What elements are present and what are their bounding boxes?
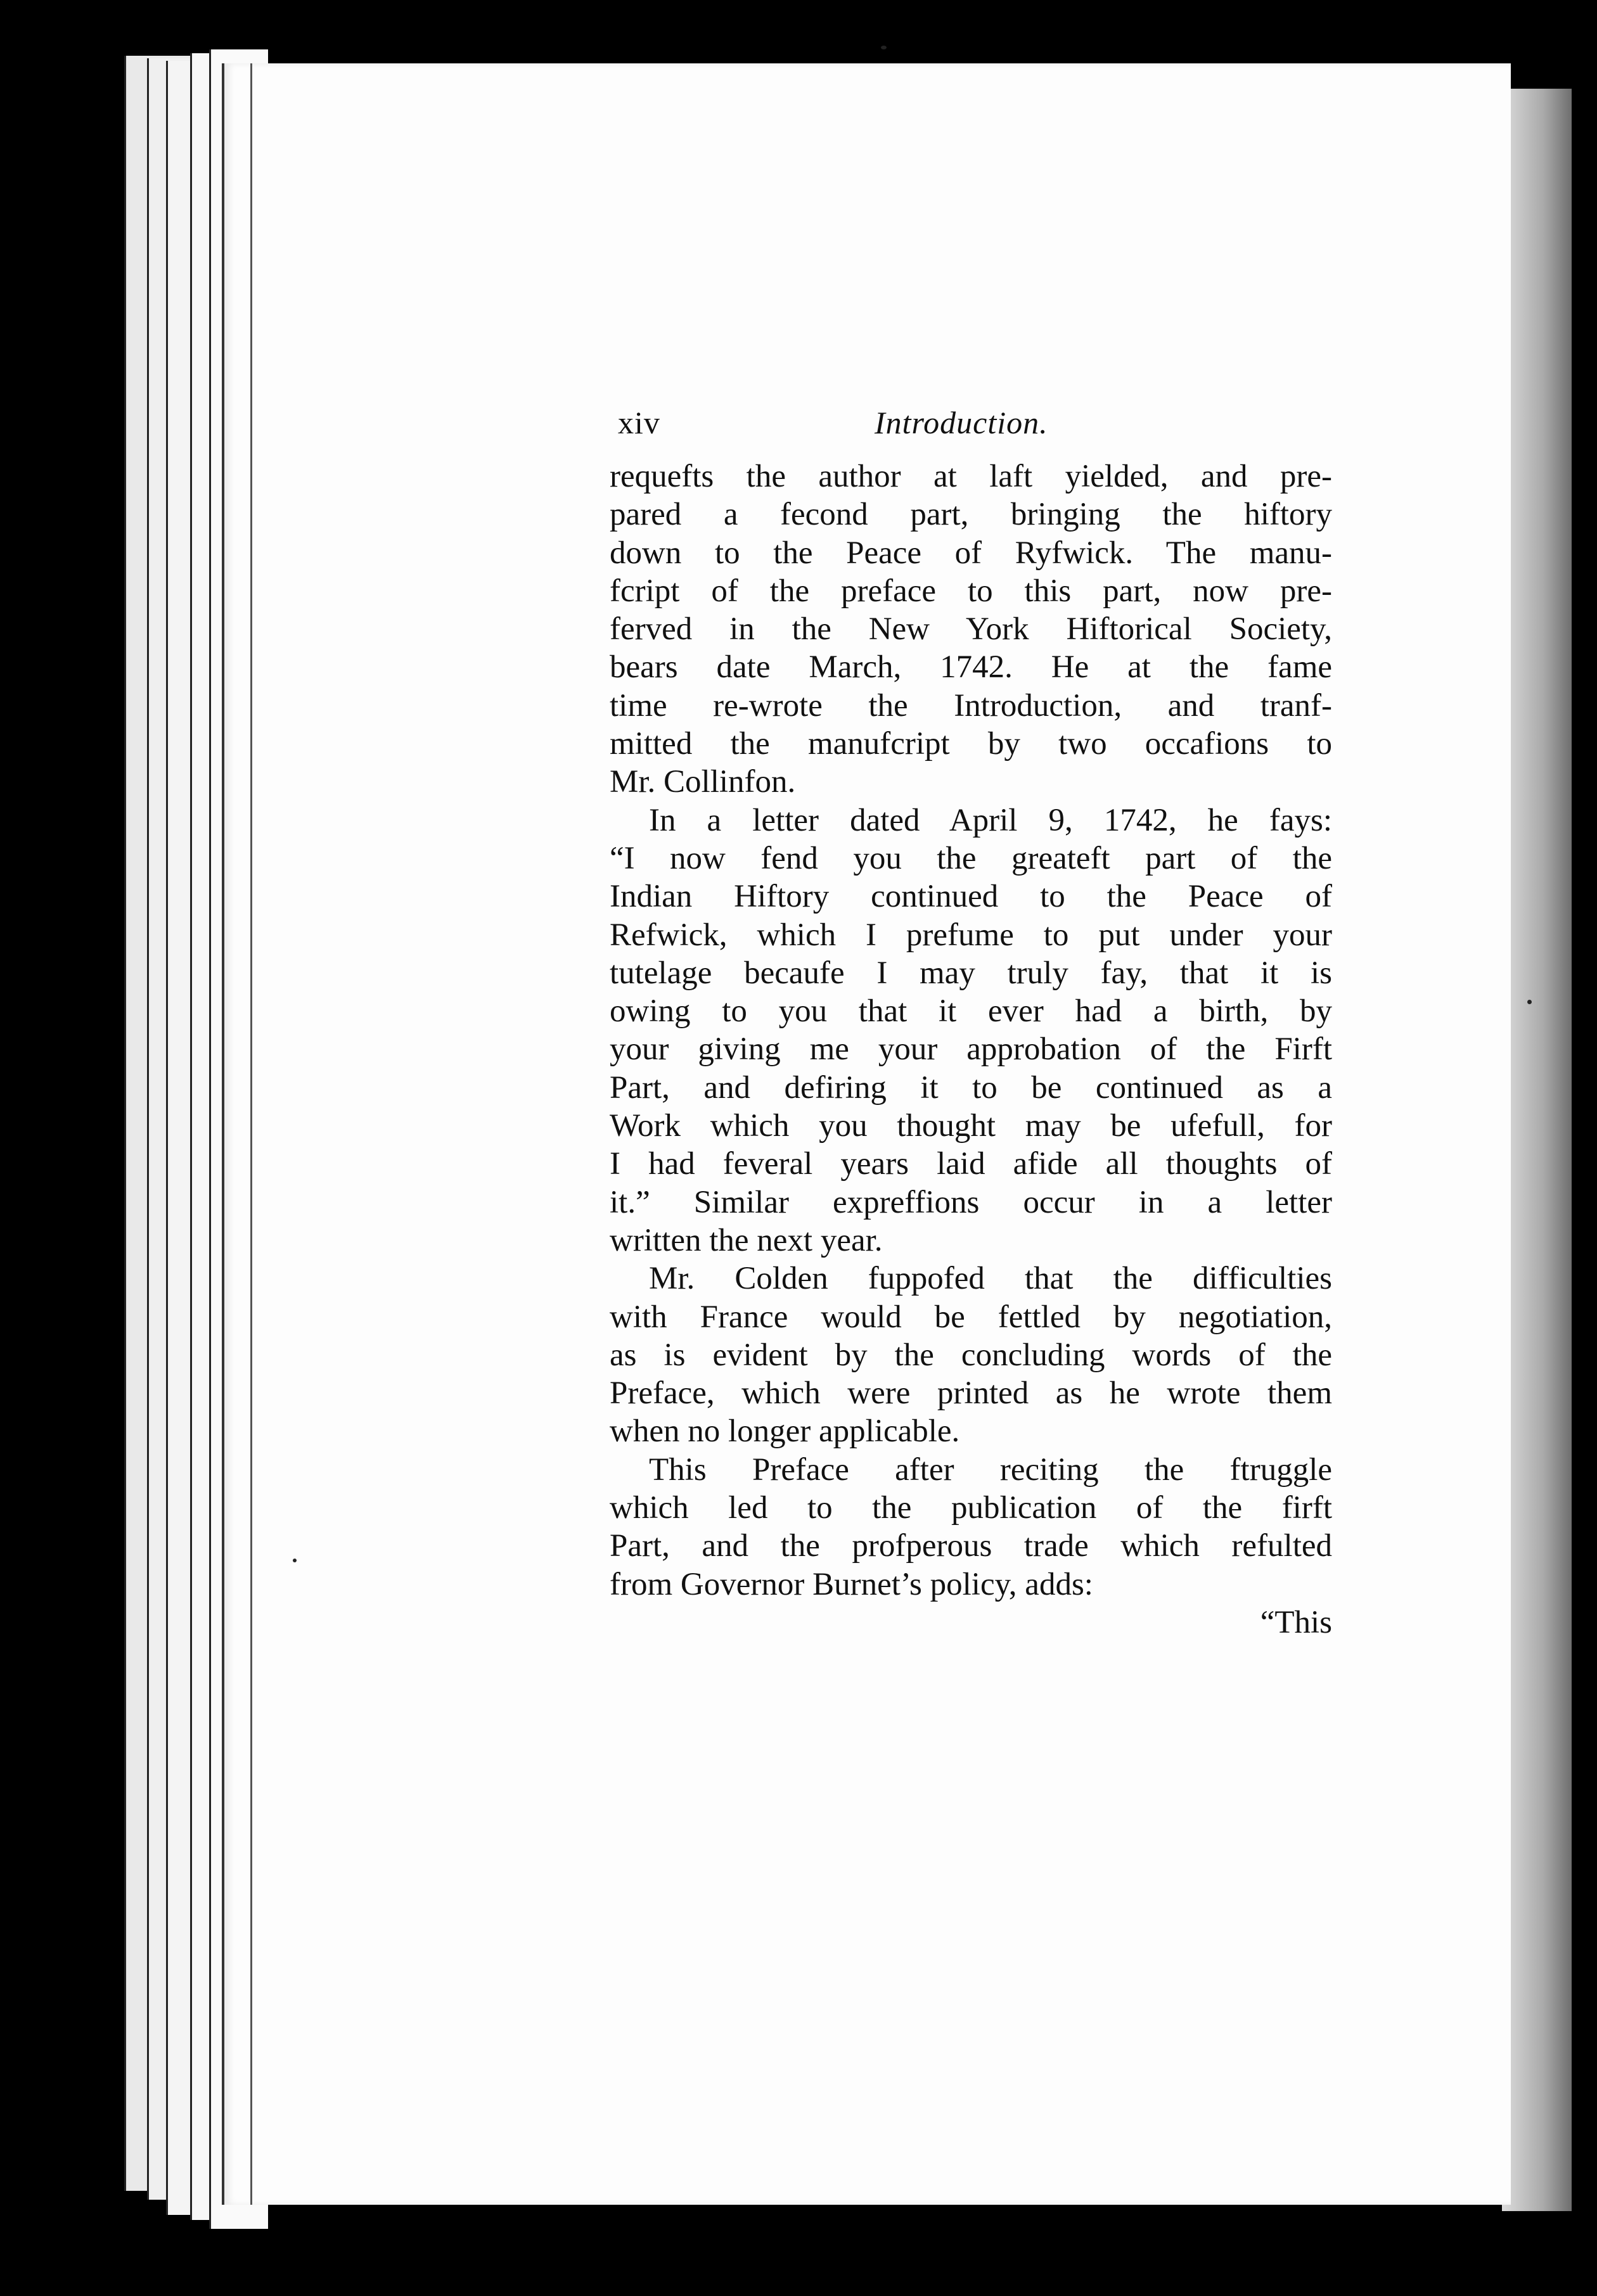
binding-shadow [1502, 89, 1572, 2211]
text-line: tutelage becaufe I may truly fay, that it is [610, 955, 1332, 991]
text-line: Part, and defiring it to be continued as a [610, 1069, 1332, 1106]
page-fold-line [250, 63, 252, 2205]
text-line: “I now fend you the greateft part of the [610, 840, 1332, 876]
text-line: This Preface after reciting the ftruggle [649, 1451, 1332, 1488]
text-line: when no longer applicable. [610, 1413, 960, 1450]
text-line: down to the Peace of Ryfwick. The manu- [610, 535, 1332, 571]
body-text [610, 457, 1332, 1642]
text-line: Part, and the profperous trade which refulted [610, 1528, 1332, 1564]
dust-speck [293, 1559, 297, 1562]
running-head [618, 404, 1331, 442]
running-title: Introduction. [875, 405, 1048, 440]
text-line: I had feveral years laid afide all thoughts of [610, 1146, 1332, 1182]
text-line: Indian Hiftory continued to the Peace of [610, 879, 1332, 915]
text-line: your giving me your approbation of the Firft [610, 1031, 1332, 1068]
text-line: Refwick, which I prefume to put under your [610, 917, 1332, 953]
text-line: Preface, which were printed as he wrote them [610, 1375, 1332, 1412]
text-line: which led to the publication of the firft [610, 1490, 1332, 1526]
text-line: owing to you that it ever had a birth, by [610, 993, 1332, 1030]
text-line: it.” Similar expreffions occur in a letter [610, 1184, 1332, 1220]
text-line: time re-wrote the Introduction, and tranf- [610, 687, 1332, 724]
dust-speck [881, 46, 887, 49]
text-line: fcript of the preface to this part, now pre- [610, 573, 1332, 609]
text-line: mitted the manufcript by two occafions to [610, 726, 1332, 762]
text-line: Work which you thought may be ufefull, for [610, 1108, 1332, 1144]
catchword: “This [1260, 1604, 1332, 1640]
text-line: written the next year. [610, 1222, 883, 1258]
text-line: with France would be fettled by negotiation, [610, 1299, 1332, 1335]
text-line: ferved in the New York Hiftorical Society, [610, 611, 1332, 647]
text-line: as is evident by the concluding words of the [610, 1337, 1332, 1373]
page-number: xiv [618, 405, 660, 440]
text-line: pared a fecond part, bringing the hiftory [610, 497, 1332, 533]
text-line: Mr. Collinfon. [610, 764, 796, 800]
text-line: from Governor Burnet’s policy, adds: [610, 1566, 1093, 1602]
text-line: bears date March, 1742. He at the fame [610, 649, 1332, 686]
text-line: In a letter dated April 9, 1742, he fays: [649, 802, 1332, 838]
text-line: requefts the author at laft yielded, and pre- [610, 459, 1332, 494]
dust-speck [1527, 1000, 1532, 1004]
text-line: Mr. Colden fuppofed that the difficulties [649, 1261, 1332, 1297]
